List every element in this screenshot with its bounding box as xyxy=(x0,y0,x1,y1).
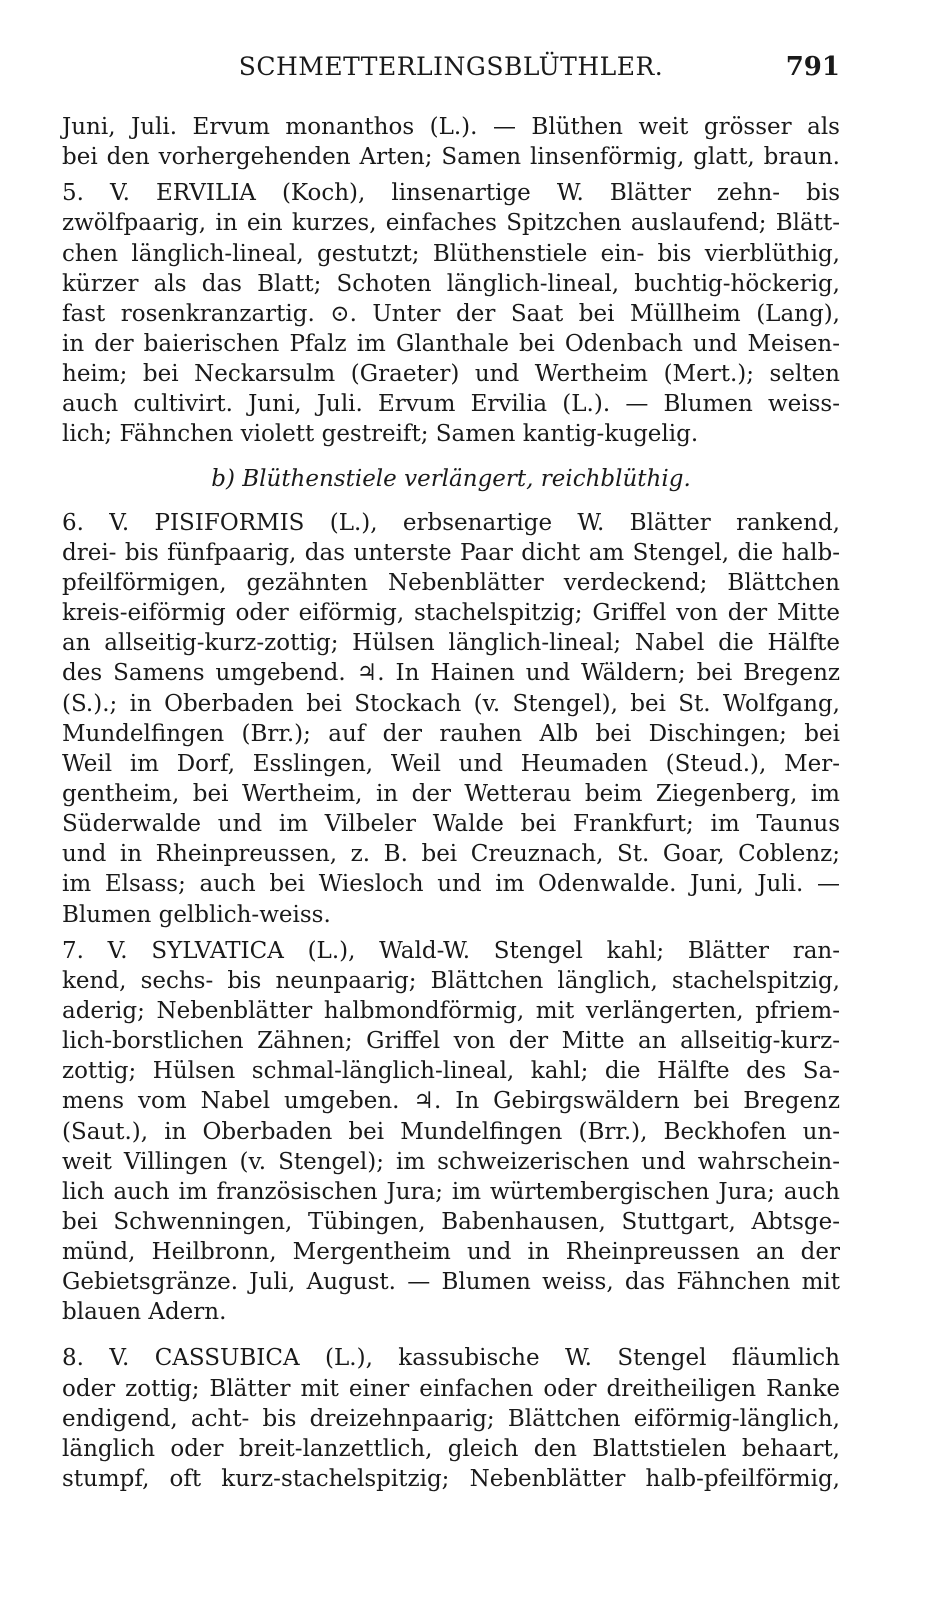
text-line: drei- bis fünfpaarig, das unterste Paar dicht am Stengel, die halb- xyxy=(62,539,840,566)
text-line: kend, sechs- bis neunpaarig; Blättchen länglich, stachelspitzig, xyxy=(62,967,840,994)
text-line: aderig; Nebenblätter halbmondförmig, mit verlängerten, pfriem- xyxy=(62,997,840,1024)
text-line: gentheim, bei Wertheim, in der Wetterau beim Ziegenberg, im xyxy=(62,780,840,807)
text-line: im Elsass; auch bei Wiesloch und im Odenwalde. Juni, Juli. — xyxy=(62,871,840,898)
text-line: bei den vorhergehenden Arten; Samen linsenförmig, glatt, braun. xyxy=(62,144,840,171)
text-line: heim; bei Neckarsulm (Graeter) und Wertheim (Mert.); selten xyxy=(62,361,840,388)
text-line: 5. V. ERVILIA (Koch), linsenartige W. Blätter zehn- bis xyxy=(62,180,840,207)
text-line: fast rosenkranzartig. ⊙. Unter der Saat bei Müllheim (Lang), xyxy=(62,300,840,327)
text-line: (Saut.), in Oberbaden bei Mundelfingen (Brr.), Beckhofen un- xyxy=(62,1118,840,1145)
paragraph-ervum-monanthos xyxy=(62,112,840,172)
text-line: auch cultivirt. Juni, Juli. Ervum Ervilia (L.). — Blumen weiss- xyxy=(62,391,840,418)
text-line: Mundelfingen (Brr.); auf der rauhen Alb bei Dischingen; bei xyxy=(62,720,840,747)
text-line: oder zottig; Blätter mit einer einfachen oder dreitheiligen Ranke xyxy=(62,1375,840,1402)
text-line: 7. V. SYLVATICA (L.), Wald-W. Stengel kahl; Blätter ran- xyxy=(62,937,840,964)
text-line: 6. V. PISIFORMIS (L.), erbsenartige W. Blätter rankend, xyxy=(62,509,840,536)
text-line: mens vom Nabel umgeben. ♃. In Gebirgswäldern bei Bregenz xyxy=(62,1088,840,1115)
text-line: stumpf, oft kurz-stachelspitzig; Nebenblätter halb-pfeilförmig, xyxy=(62,1466,840,1493)
text-line: bei Schwenningen, Tübingen, Babenhausen, Stuttgart, Abtsge- xyxy=(62,1208,840,1235)
running-head: SCHMETTERLINGSBLÜTHLER. xyxy=(238,52,664,81)
text-line: lich-borstlichen Zähnen; Griffel von der Mitte an allseitig-kurz- xyxy=(62,1028,840,1055)
text-line: lich auch im französischen Jura; im würtembergischen Jura; auch xyxy=(62,1178,840,1205)
text-line: kürzer als das Blatt; Schoten länglich-lineal, buchtig-höckerig, xyxy=(62,270,840,297)
text-line: und in Rheinpreussen, z. B. bei Creuznach, St. Goar, Coblenz; xyxy=(62,841,840,868)
text-line: des Samens umgebend. ♃. In Hainen und Wäldern; bei Bregenz xyxy=(62,660,840,687)
text-line: Blumen gelblich-weiss. xyxy=(62,901,331,928)
paragraph-vicia-cassubica xyxy=(62,1343,840,1494)
text-line: weit Villingen (v. Stengel); im schweizerischen und wahrschein- xyxy=(62,1148,840,1175)
text-line: länglich oder breit-lanzettlich, gleich den Blattstielen behaart, xyxy=(62,1435,840,1462)
text-line: (S.).; in Oberbaden bei Stockach (v. Stengel), bei St. Wolfgang, xyxy=(62,690,840,717)
text-line: zottig; Hülsen schmal-länglich-lineal, kahl; die Hälfte des Sa- xyxy=(62,1058,840,1085)
page-header xyxy=(62,52,840,92)
text-line: 8. V. CASSUBICA (L.), kassubische W. Stengel fläumlich xyxy=(62,1345,840,1372)
text-line: Gebietsgränze. Juli, August. — Blumen weiss, das Fähnchen mit xyxy=(62,1269,840,1296)
text-line: Weil im Dorf, Esslingen, Weil und Heumaden (Steud.), Mer- xyxy=(62,750,840,777)
section-subheading: b) Blüthenstiele verlängert, reichblüthig. xyxy=(211,465,691,492)
text-line: blauen Adern. xyxy=(62,1299,227,1326)
page-body xyxy=(62,112,840,1494)
text-line: endigend, acht- bis dreizehnpaarig; Blättchen eiförmig-länglich, xyxy=(62,1405,840,1432)
paragraph-vicia-pisiformis xyxy=(62,508,840,930)
text-line: zwölfpaarig, in ein kurzes, einfaches Spitzchen auslaufend; Blätt- xyxy=(62,210,840,237)
text-line: Süderwalde und im Vilbeler Walde bei Frankfurt; im Taunus xyxy=(62,811,840,838)
text-line: an allseitig-kurz-zottig; Hülsen länglich-lineal; Nabel die Hälfte xyxy=(62,630,840,657)
text-line: münd, Heilbronn, Mergentheim und in Rheinpreussen an der xyxy=(62,1239,840,1266)
text-line: chen länglich-lineal, gestutzt; Blüthenstiele ein- bis vierblüthig, xyxy=(62,240,840,267)
text-line: pfeilförmigen, gezähnten Nebenblätter verdeckend; Blättchen xyxy=(62,569,840,596)
paragraph-vicia-sylvatica xyxy=(62,936,840,1328)
paragraph-vicia-ervilia xyxy=(62,178,840,449)
text-line: in der baierischen Pfalz im Glanthale bei Odenbach und Meisen- xyxy=(62,330,840,357)
page-number: 791 xyxy=(785,52,840,82)
text-line: Juni, Juli. Ervum monanthos (L.). — Blüthen weit grösser als xyxy=(62,114,840,140)
text-line: lich; Fähnchen violett gestreift; Samen kantig-kugelig. xyxy=(62,421,699,448)
text-line: kreis-eiförmig oder eiförmig, stachelspitzig; Griffel von der Mitte xyxy=(62,600,840,627)
